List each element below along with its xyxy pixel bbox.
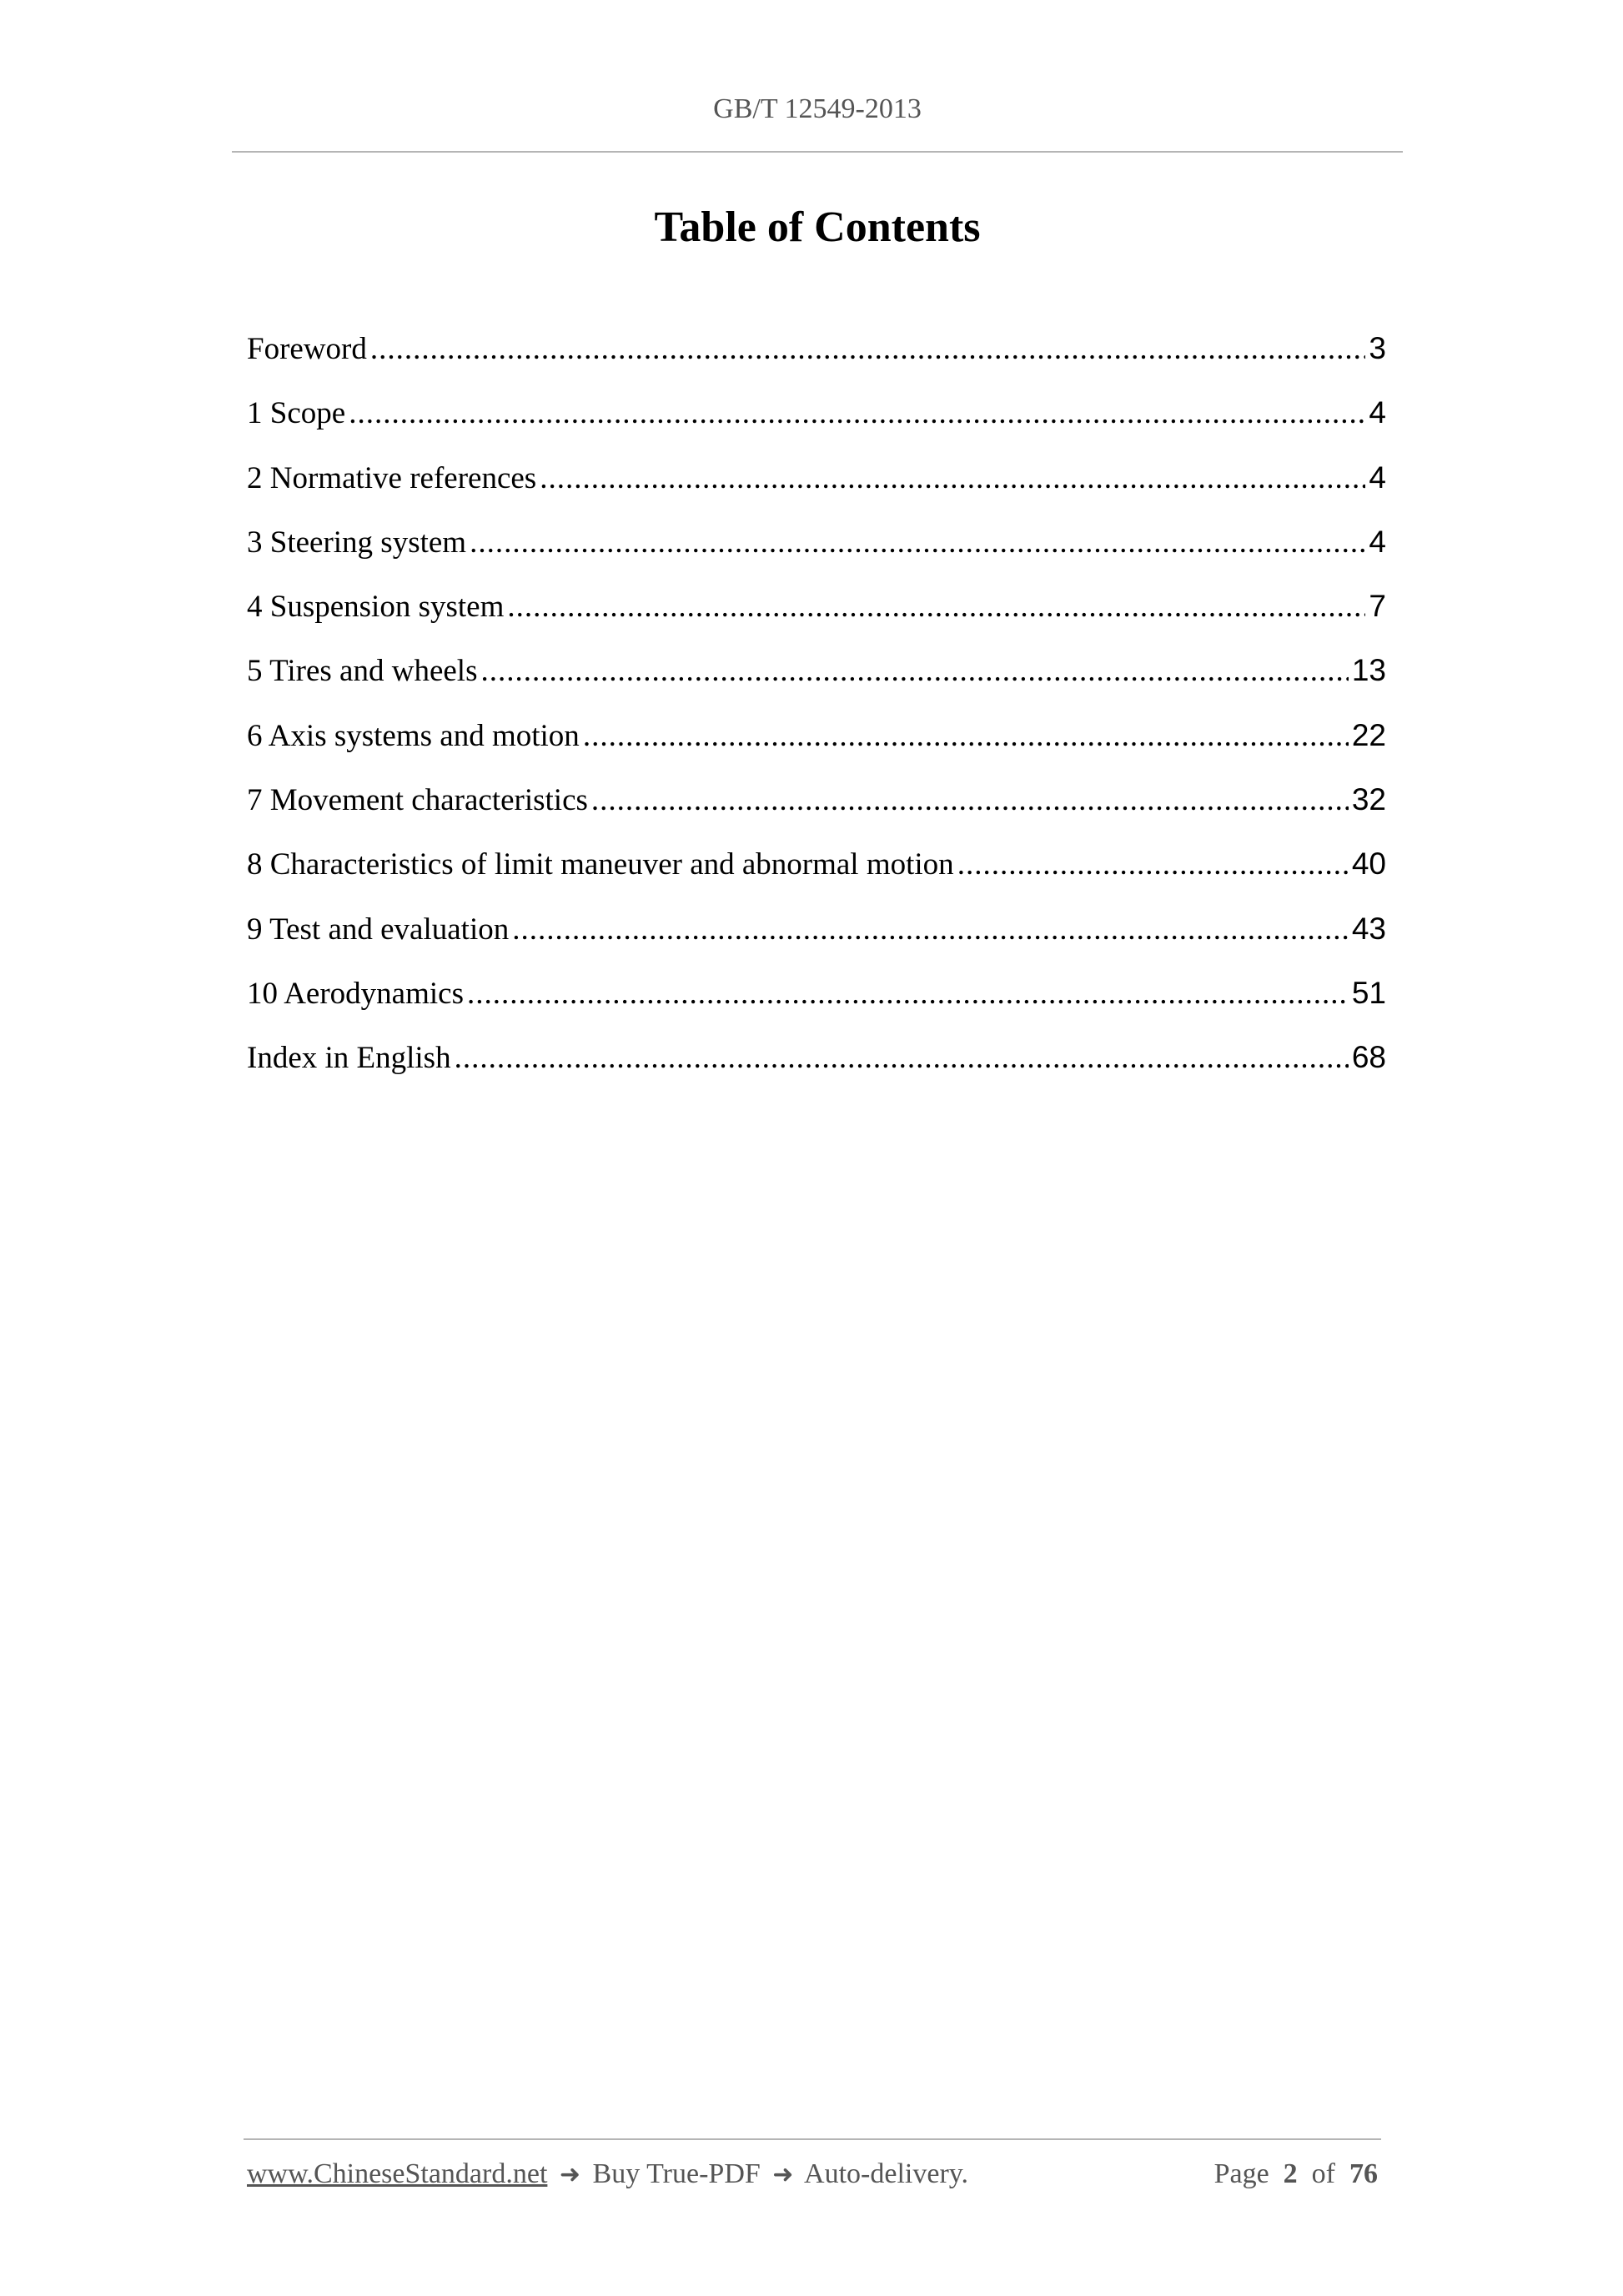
dot-leader [507,582,1365,632]
toc-entry-normative-references[interactable] [247,453,1386,517]
page-counter [1214,2158,1378,2190]
toc-entry-page: 4 [1369,460,1386,495]
toc-entry-page: 32 [1351,782,1386,817]
toc-entry-page: 7 [1369,589,1386,624]
toc-entry-page: 22 [1351,717,1386,752]
toc-entry-label: 4 Suspension system [247,590,505,625]
dot-leader [470,518,1365,568]
toc-entry-page: 13 [1351,653,1386,688]
page-title: Table of Contents [654,203,981,251]
toc-entry-page: 4 [1369,395,1386,430]
toc-entry-label: 10 Aerodynamics [247,976,464,1011]
toc-entry-label: 9 Test and evaluation [247,912,510,947]
toc-entry-label: 5 Tires and wheels [247,654,478,689]
toc-entry-foreword[interactable] [247,324,1386,388]
toc-entry-steering-system[interactable] [247,517,1386,581]
toc-entry-tires-and-wheels[interactable] [247,646,1386,710]
toc-entry-page: 51 [1351,975,1386,1010]
dot-leader [370,324,1366,374]
toc-entry-page: 40 [1351,847,1386,882]
dot-leader [455,1033,1349,1083]
dot-leader [512,905,1349,955]
dot-leader [957,840,1349,890]
dot-leader [583,711,1349,761]
toc-entry-label: 1 Scope [247,396,346,431]
toc-entry-label: 6 Axis systems and motion [247,718,580,753]
toc-entry-test-and-evaluation[interactable] [247,904,1386,968]
site-link[interactable]: www.ChineseStandard.net [247,2158,548,2189]
toc-entry-label: 2 Normative references [247,460,537,495]
delivery-text: Auto-delivery. [804,2158,969,2189]
dot-leader [349,389,1365,439]
toc-entry-label: 3 Steering system [247,525,467,560]
dot-leader [480,646,1348,696]
toc-entry-page: 4 [1369,524,1386,559]
page-footer [247,2158,1378,2190]
toc-entry-label: 7 Movement characteristics [247,783,588,818]
toc-entry-page: 43 [1351,911,1386,946]
table-of-contents [247,324,1386,1098]
toc-entry-label: Index in English [247,1041,451,1076]
toc-entry-index-in-english[interactable] [247,1032,1386,1097]
right-arrow-icon: ➜ [559,2160,581,2189]
toc-entry-aerodynamics[interactable] [247,968,1386,1032]
dot-leader [467,969,1349,1019]
of-label: of [1311,2158,1335,2189]
toc-entry-scope[interactable] [247,388,1386,452]
page-header: GB/T 12549-2013 [713,93,922,124]
toc-entry-page: 3 [1369,331,1386,365]
header-divider [232,151,1403,153]
toc-entry-label: Foreword [247,332,367,366]
total-pages-number: 76 [1349,2158,1378,2189]
toc-entry-limit-maneuver[interactable] [247,839,1386,903]
toc-entry-movement-characteristics[interactable] [247,775,1386,839]
toc-entry-label: 8 Characteristics of limit maneuver and abnormal motion [247,847,954,882]
dot-leader [591,776,1349,826]
right-arrow-icon: ➜ [772,2160,794,2189]
toc-entry-page: 68 [1351,1040,1386,1075]
page-label: Page [1213,2158,1269,2189]
dot-leader [540,454,1365,504]
footer-promo [247,2158,968,2190]
footer-divider [244,2138,1381,2140]
current-page-number: 2 [1283,2158,1298,2189]
buy-text: Buy True-PDF [592,2158,761,2189]
toc-entry-suspension-system[interactable] [247,581,1386,646]
toc-entry-axis-systems[interactable] [247,711,1386,775]
